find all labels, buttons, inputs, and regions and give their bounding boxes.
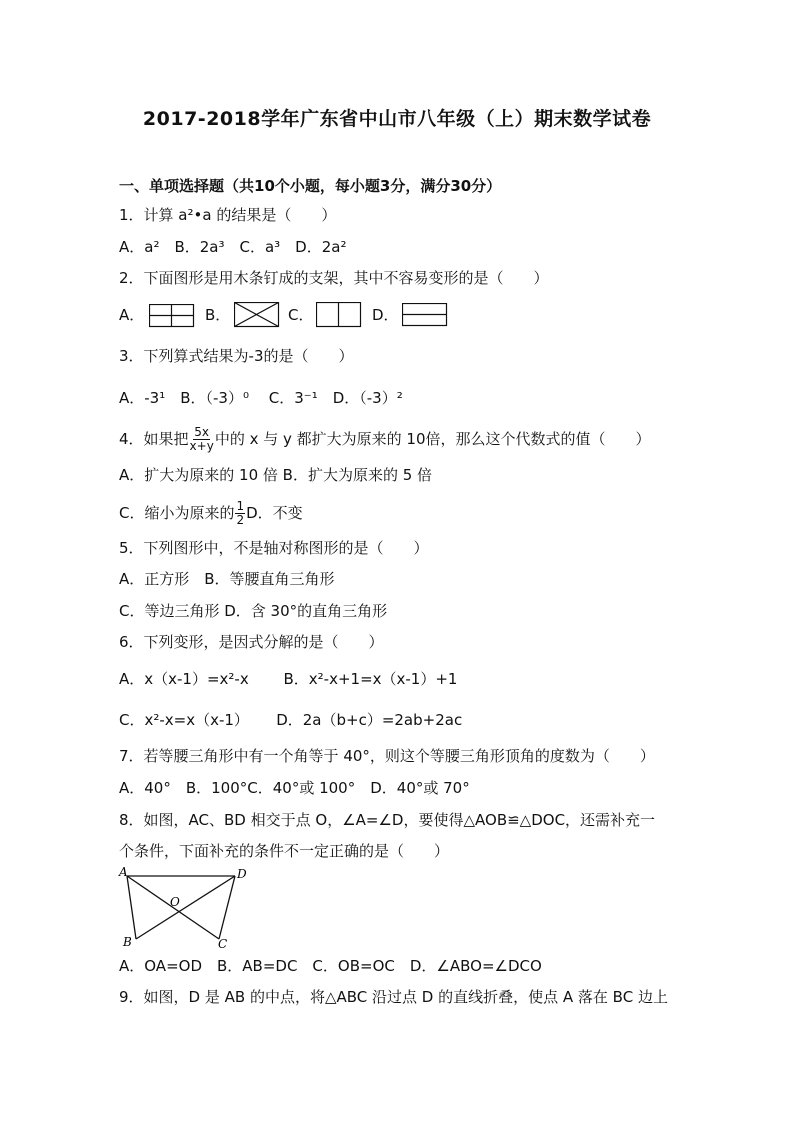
question-4-stem-pre: 4．如果把 [119,430,189,448]
question-1-options: A．a² B．2a³ C．a³ D．2a² [119,238,347,256]
question-2-option-c: C． [288,306,314,324]
question-7-options: A．40° B．100°C．40°或 100° D．40°或 70° [119,779,470,797]
question-4-option-c-fraction [235,500,245,527]
label-a: A [119,865,128,879]
frame-figure-b [234,302,280,328]
question-2-option-a: A． [119,306,145,324]
fraction-numerator: 1 [236,499,245,513]
question-4-fraction [190,426,214,453]
segment-dc [219,876,235,939]
segment-bd [136,876,235,939]
question-1-stem: 1．计算 a²•a 的结果是（ ） [119,206,337,224]
question-6-stem: 6．下列变形，是因式分解的是（ ） [119,633,384,651]
fraction-denominator: 2 [236,513,245,527]
question-8-stem-line-1: 8．如图，AC、BD 相交于点 O，∠A=∠D，要使得△AOB≌△DOC，还需补充一 [119,811,656,829]
label-o: O [170,895,180,909]
question-3-stem: 3．下列算式结果为-3的是（ ） [119,347,354,365]
question-4-stem [119,425,651,453]
question-2-stem: 2．下面图形是用木条钉成的支架，其中不容易变形的是（ ） [119,269,549,287]
exam-title: 2017-2018学年广东省中山市八年级（上）期末数学试卷 [142,108,652,130]
fraction-denominator: x+y [189,439,214,453]
question-7-stem: 7．若等腰三角形中有一个角等于 40°，则这个等腰三角形顶角的度数为（ ） [119,747,655,765]
question-4-options-1: A．扩大为原来的 10 倍 B．扩大为原来的 5 倍 [119,466,433,484]
question-6-options-2: C．x²-x=x（x-1） D．2a（b+c）=2ab+2ac [119,711,463,729]
question-4-options-2 [119,498,303,528]
frame-figure-a [149,304,195,328]
question-8-options: A．OA=OD B．AB=DC C．OB=OC D．∠ABO=∠DCO [119,957,542,975]
segment-ab [127,876,136,939]
question-5-options-1: A．正方形 B．等腰直角三角形 [119,570,335,588]
question-5-options-2: C．等边三角形 D．含 30°的直角三角形 [119,602,388,620]
question-2-option-d: D． [372,306,399,324]
question-5-stem: 5．下列图形中，不是轴对称图形的是（ ） [119,539,429,557]
question-8-figure [116,864,256,954]
frame-figure-d [402,303,448,327]
question-4-stem-post: 中的 x 与 y 都扩大为原来的 10倍，那么这个代数式的值（ ） [214,430,651,448]
label-d: D [237,867,247,881]
question-2-option-b: B． [205,306,231,324]
section-heading: 一、单项选择题（共10个小题，每小题3分，满分30分） [119,177,502,195]
question-9-stem: 9．如图，D 是 AB 的中点，将△ABC 沿过点 D 的直线折叠，使点 A 落在 BC 边上 [119,988,668,1006]
fraction-numerator: 5x [194,425,210,439]
question-6-options-1: A．x（x-1）=x²-x B．x²-x+1=x（x-1）+1 [119,670,458,688]
frame-figure-c [316,302,362,328]
question-3-options: A．-3¹ B．（-3）⁰ C．3⁻¹ D．（-3）² [119,389,403,407]
question-8-stem-line-2: 个条件，下面补充的条件不一定正确的是（ ） [119,842,450,860]
question-4-option-c-text: C．缩小为原来的 [119,504,235,522]
label-c: C [218,937,228,951]
label-b: B [123,935,132,949]
question-4-option-d-text: D．不变 [246,504,303,522]
